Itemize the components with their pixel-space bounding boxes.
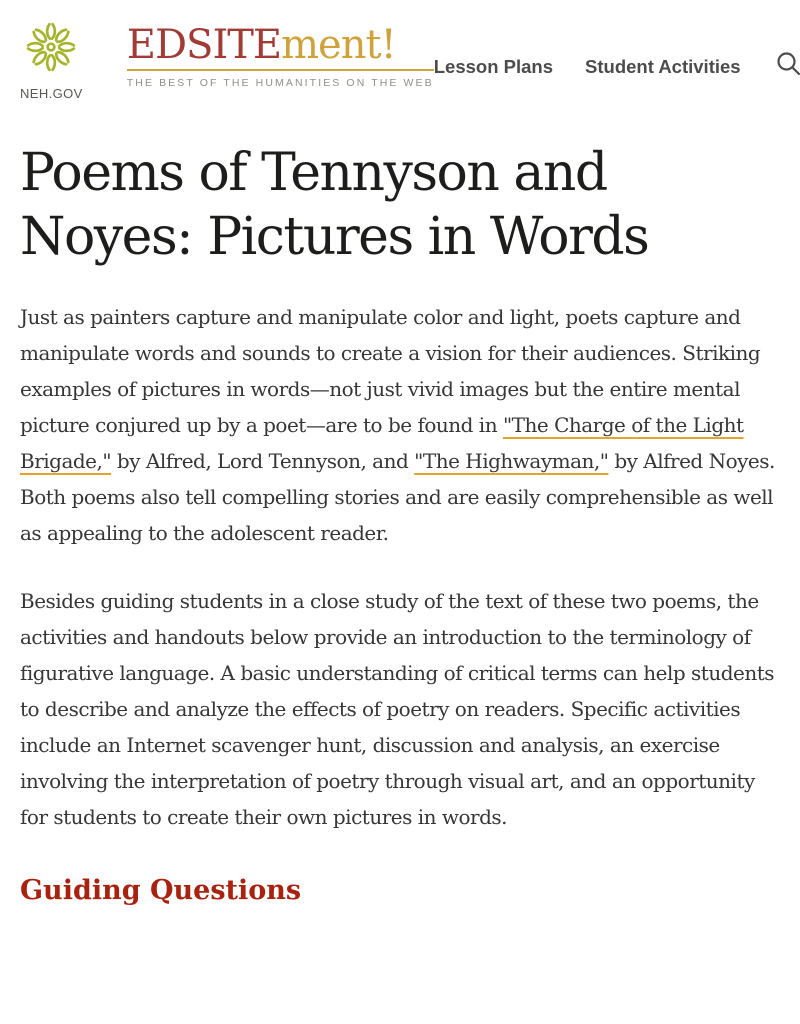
edsitement-wordmark <box>127 24 434 66</box>
logo-text-ment: ment! <box>281 22 396 68</box>
primary-nav <box>434 56 741 78</box>
logo-tagline: THE BEST OF THE HUMANITIES ON THE WEB <box>126 77 434 89</box>
paragraph-text: by Alfred, Lord Tennyson, and <box>111 449 415 473</box>
article-content <box>0 141 800 906</box>
paragraph-text: by Alfred Noyes. Both poems also tell compelling stories and are easily comprehensible as well as appealing to the adolescent reader. <box>20 449 775 545</box>
link-charge-of-the-light-brigade[interactable]: "The Charge of the Light Brigade," <box>20 413 744 473</box>
page-title: Poems of Tennyson and Noyes: Pictures in Words <box>20 143 649 267</box>
edsitement-logo[interactable] <box>127 24 434 89</box>
guiding-questions-heading: Guiding Questions <box>20 875 302 906</box>
nav-lesson-plans[interactable]: Lesson Plans <box>433 56 554 77</box>
neh-gov-label: NEH.GOV <box>20 86 83 101</box>
logo-text-edsite: EDSITE <box>126 22 282 68</box>
logo-gold-rule <box>127 69 434 71</box>
neh-rosette-icon <box>24 20 78 74</box>
neh-gov-logo[interactable] <box>20 20 83 101</box>
link-the-highwayman[interactable]: "The Highwayman," <box>414 449 609 473</box>
intro-paragraph <box>20 299 780 551</box>
search-icon <box>775 65 800 80</box>
body-paragraph: Besides guiding students in a close study of the text of these two poems, the activities and handouts below provide an introduction to the terminology of figurative language. A basic understanding of critical terms can help students to describe and analyze the effects of poetry on readers. Specific activities include an Internet scavenger hunt, discussion and analysis, an exercise involving the interpretation of poetry through visual art, and an opportunity for students to create their own pictures in words. <box>20 589 775 829</box>
paragraph-text: Just as painters capture and manipulate color and light, poets capture and manipulate words and sounds to create a vision for their audiences. Striking examples of pictures in words—not just vivid images but the entire mental picture conjured up by a poet—are to be found in <box>20 305 761 437</box>
site-header <box>0 0 800 101</box>
nav-student-activities[interactable]: Student Activities <box>585 56 741 77</box>
search-button[interactable] <box>775 50 800 77</box>
